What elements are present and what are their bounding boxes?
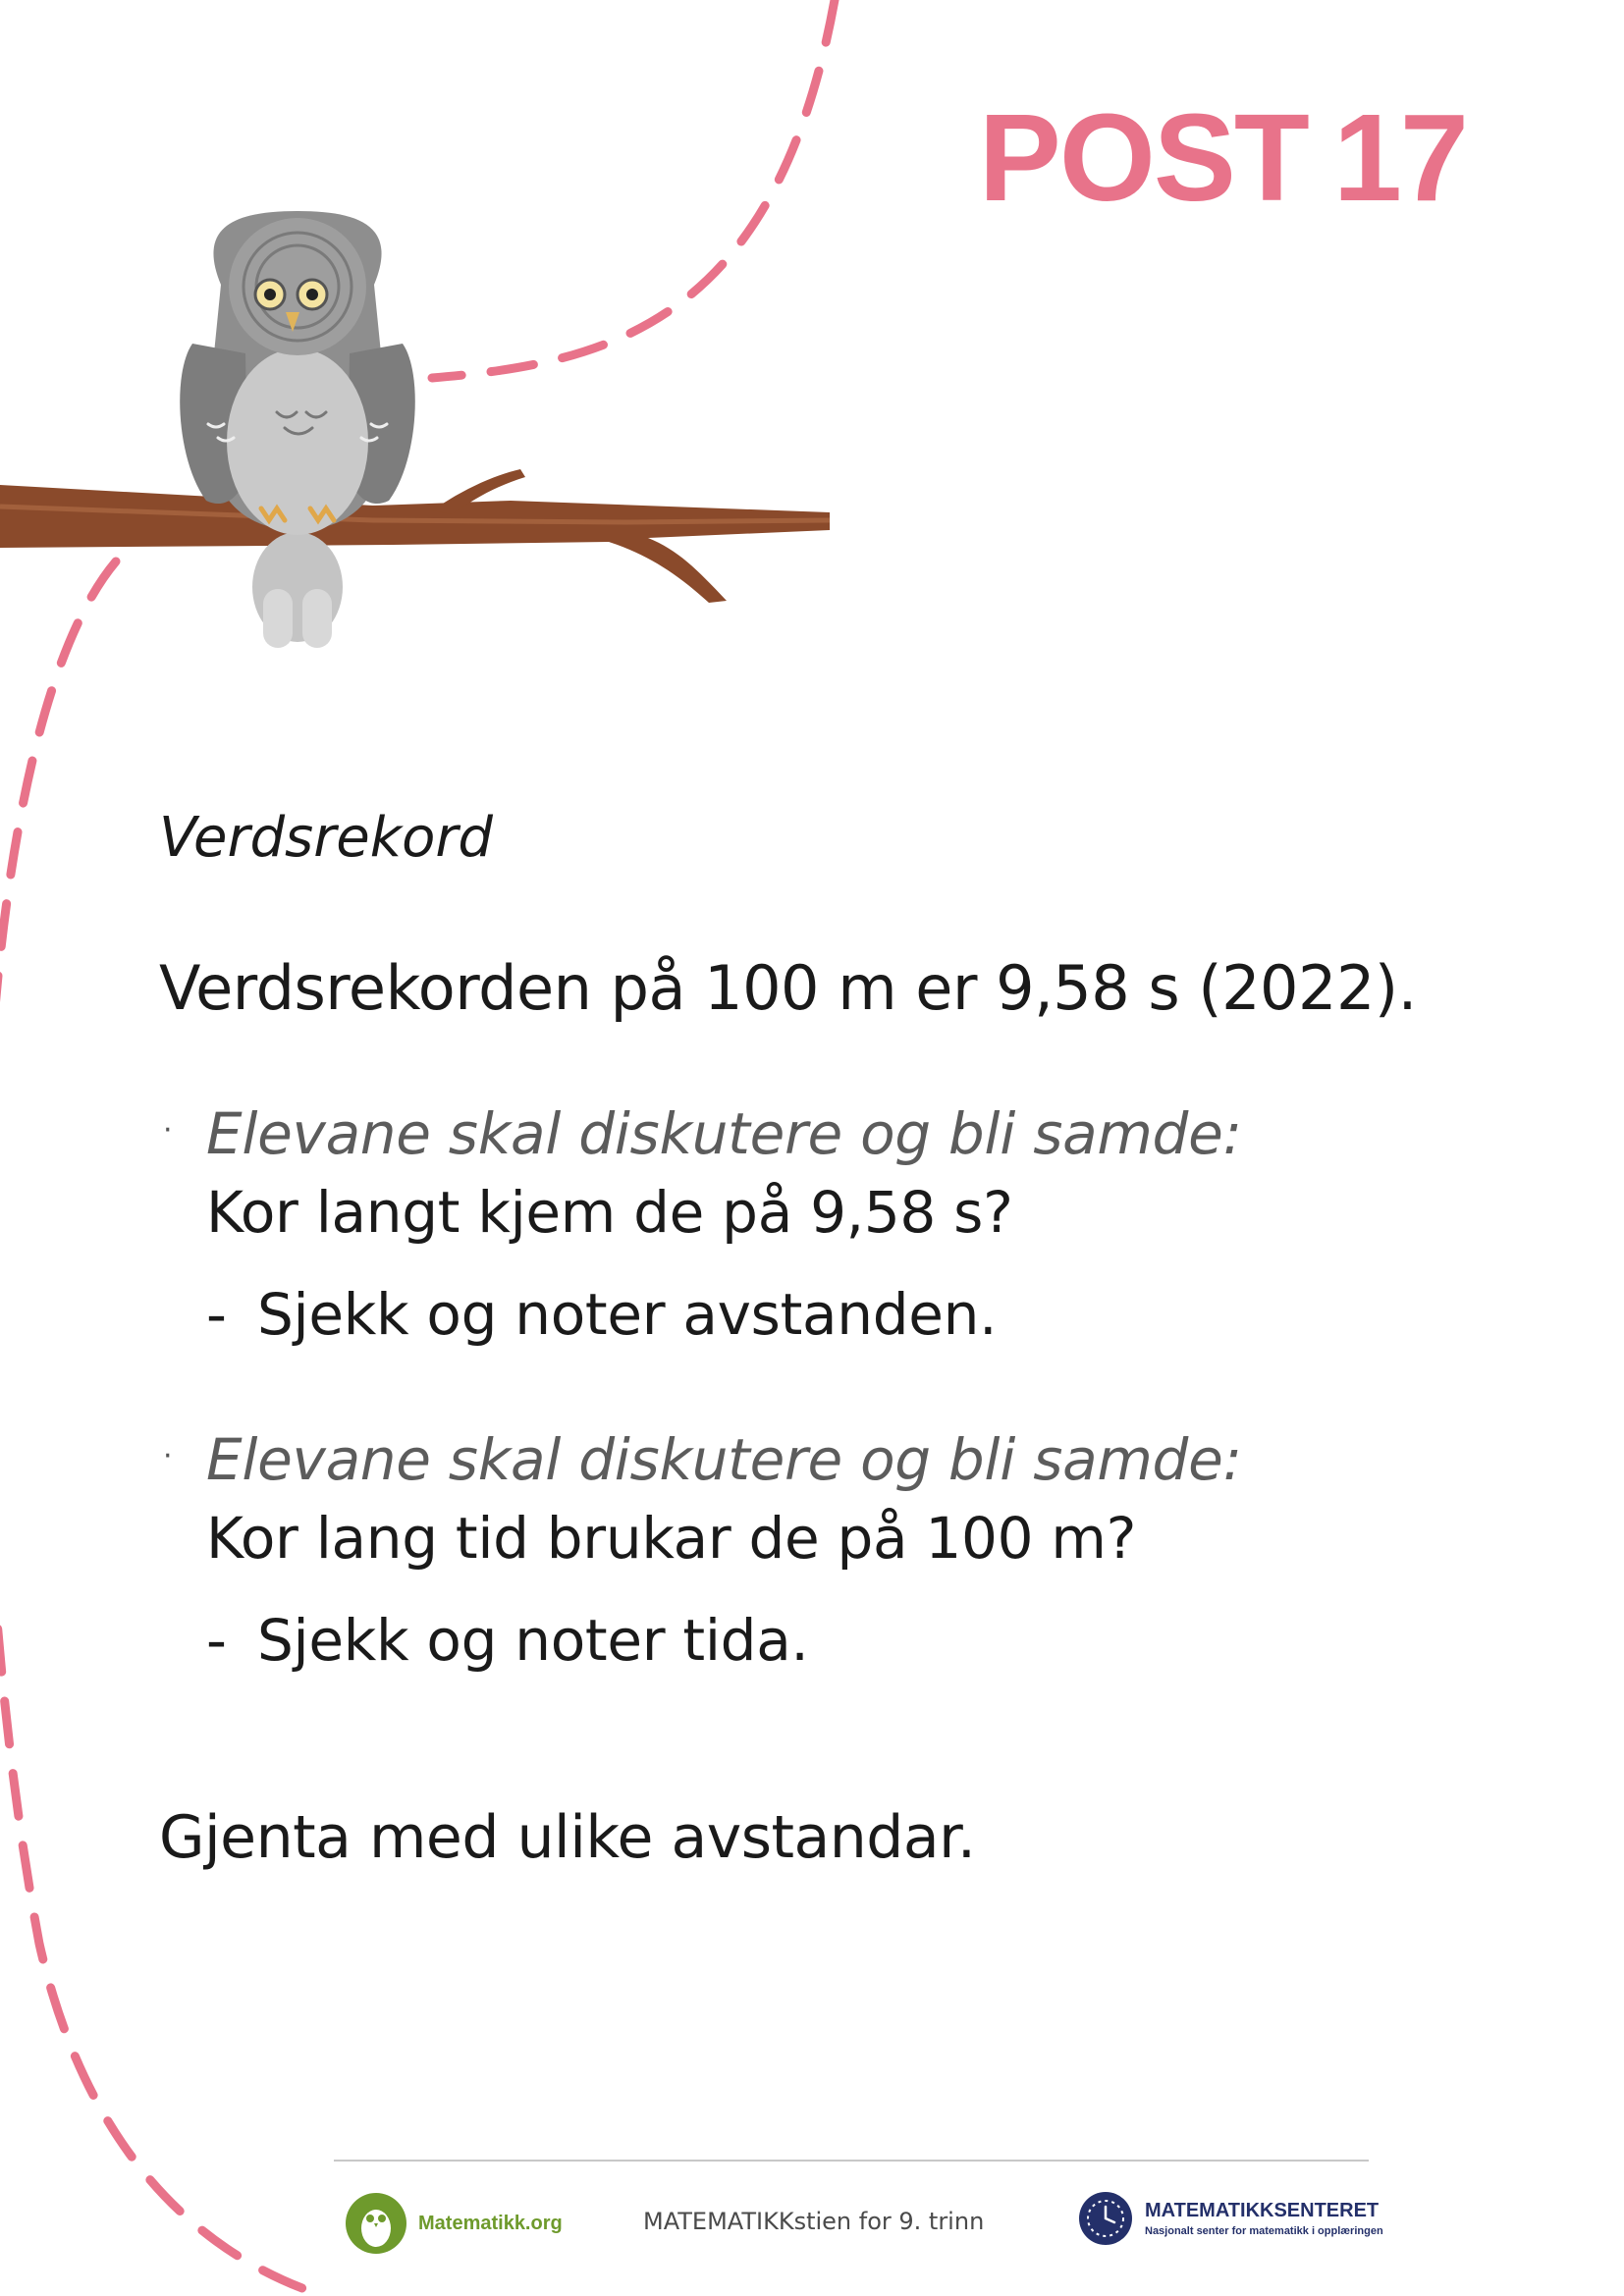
task-item [159, 1426, 1435, 1674]
footer-left-brand [344, 2191, 563, 2256]
outro-text: Gjenta med ulike avstandar. [159, 1803, 976, 1872]
task-check [206, 1281, 1435, 1348]
task-check [206, 1607, 1435, 1674]
task-subtitle: Verdsrekord [159, 806, 493, 870]
task-question: Kor langt kjem de på 9,58 s? [206, 1179, 1013, 1246]
post-number: 17 [1332, 88, 1467, 227]
org-tagline: Nasjonalt senter for matematikk i opplæringen [1145, 2225, 1383, 2237]
task-item [159, 1100, 1435, 1348]
post-label: POST [978, 88, 1308, 227]
task-question: Kor lang tid brukar de på 100 m? [206, 1505, 1137, 1572]
intro-text: Verdsrekorden på 100 m er 9,58 s (2022). [159, 952, 1417, 1024]
dash-marker: - [206, 1281, 227, 1348]
task-check-text: Sjekk og noter tida. [257, 1607, 809, 1674]
owl-illustration [180, 211, 415, 648]
bullet-marker: · [163, 1113, 173, 1148]
brand-name: Matematikk.org [418, 2212, 563, 2234]
branch-illustration [0, 469, 830, 603]
dash-marker: - [206, 1607, 227, 1674]
footer-right-brand [1078, 2191, 1383, 2246]
task-check-text: Sjekk og noter avstanden. [257, 1281, 998, 1348]
task-lead: Elevane skal diskutere og bli samde: [206, 1426, 1242, 1493]
dashed-trail-path [432, 0, 835, 378]
task-lead: Elevane skal diskutere og bli samde: [206, 1100, 1242, 1167]
footer-divider [334, 2160, 1369, 2162]
footer-center-text: MATEMATIKKstien for 9. trinn [643, 2208, 985, 2235]
owl-logo-icon [344, 2191, 408, 2256]
org-name: MATEMATIKKSENTERET [1145, 2200, 1380, 2221]
post-title [978, 88, 1467, 227]
bullet-marker: · [163, 1439, 173, 1473]
clock-logo-icon [1078, 2191, 1133, 2246]
